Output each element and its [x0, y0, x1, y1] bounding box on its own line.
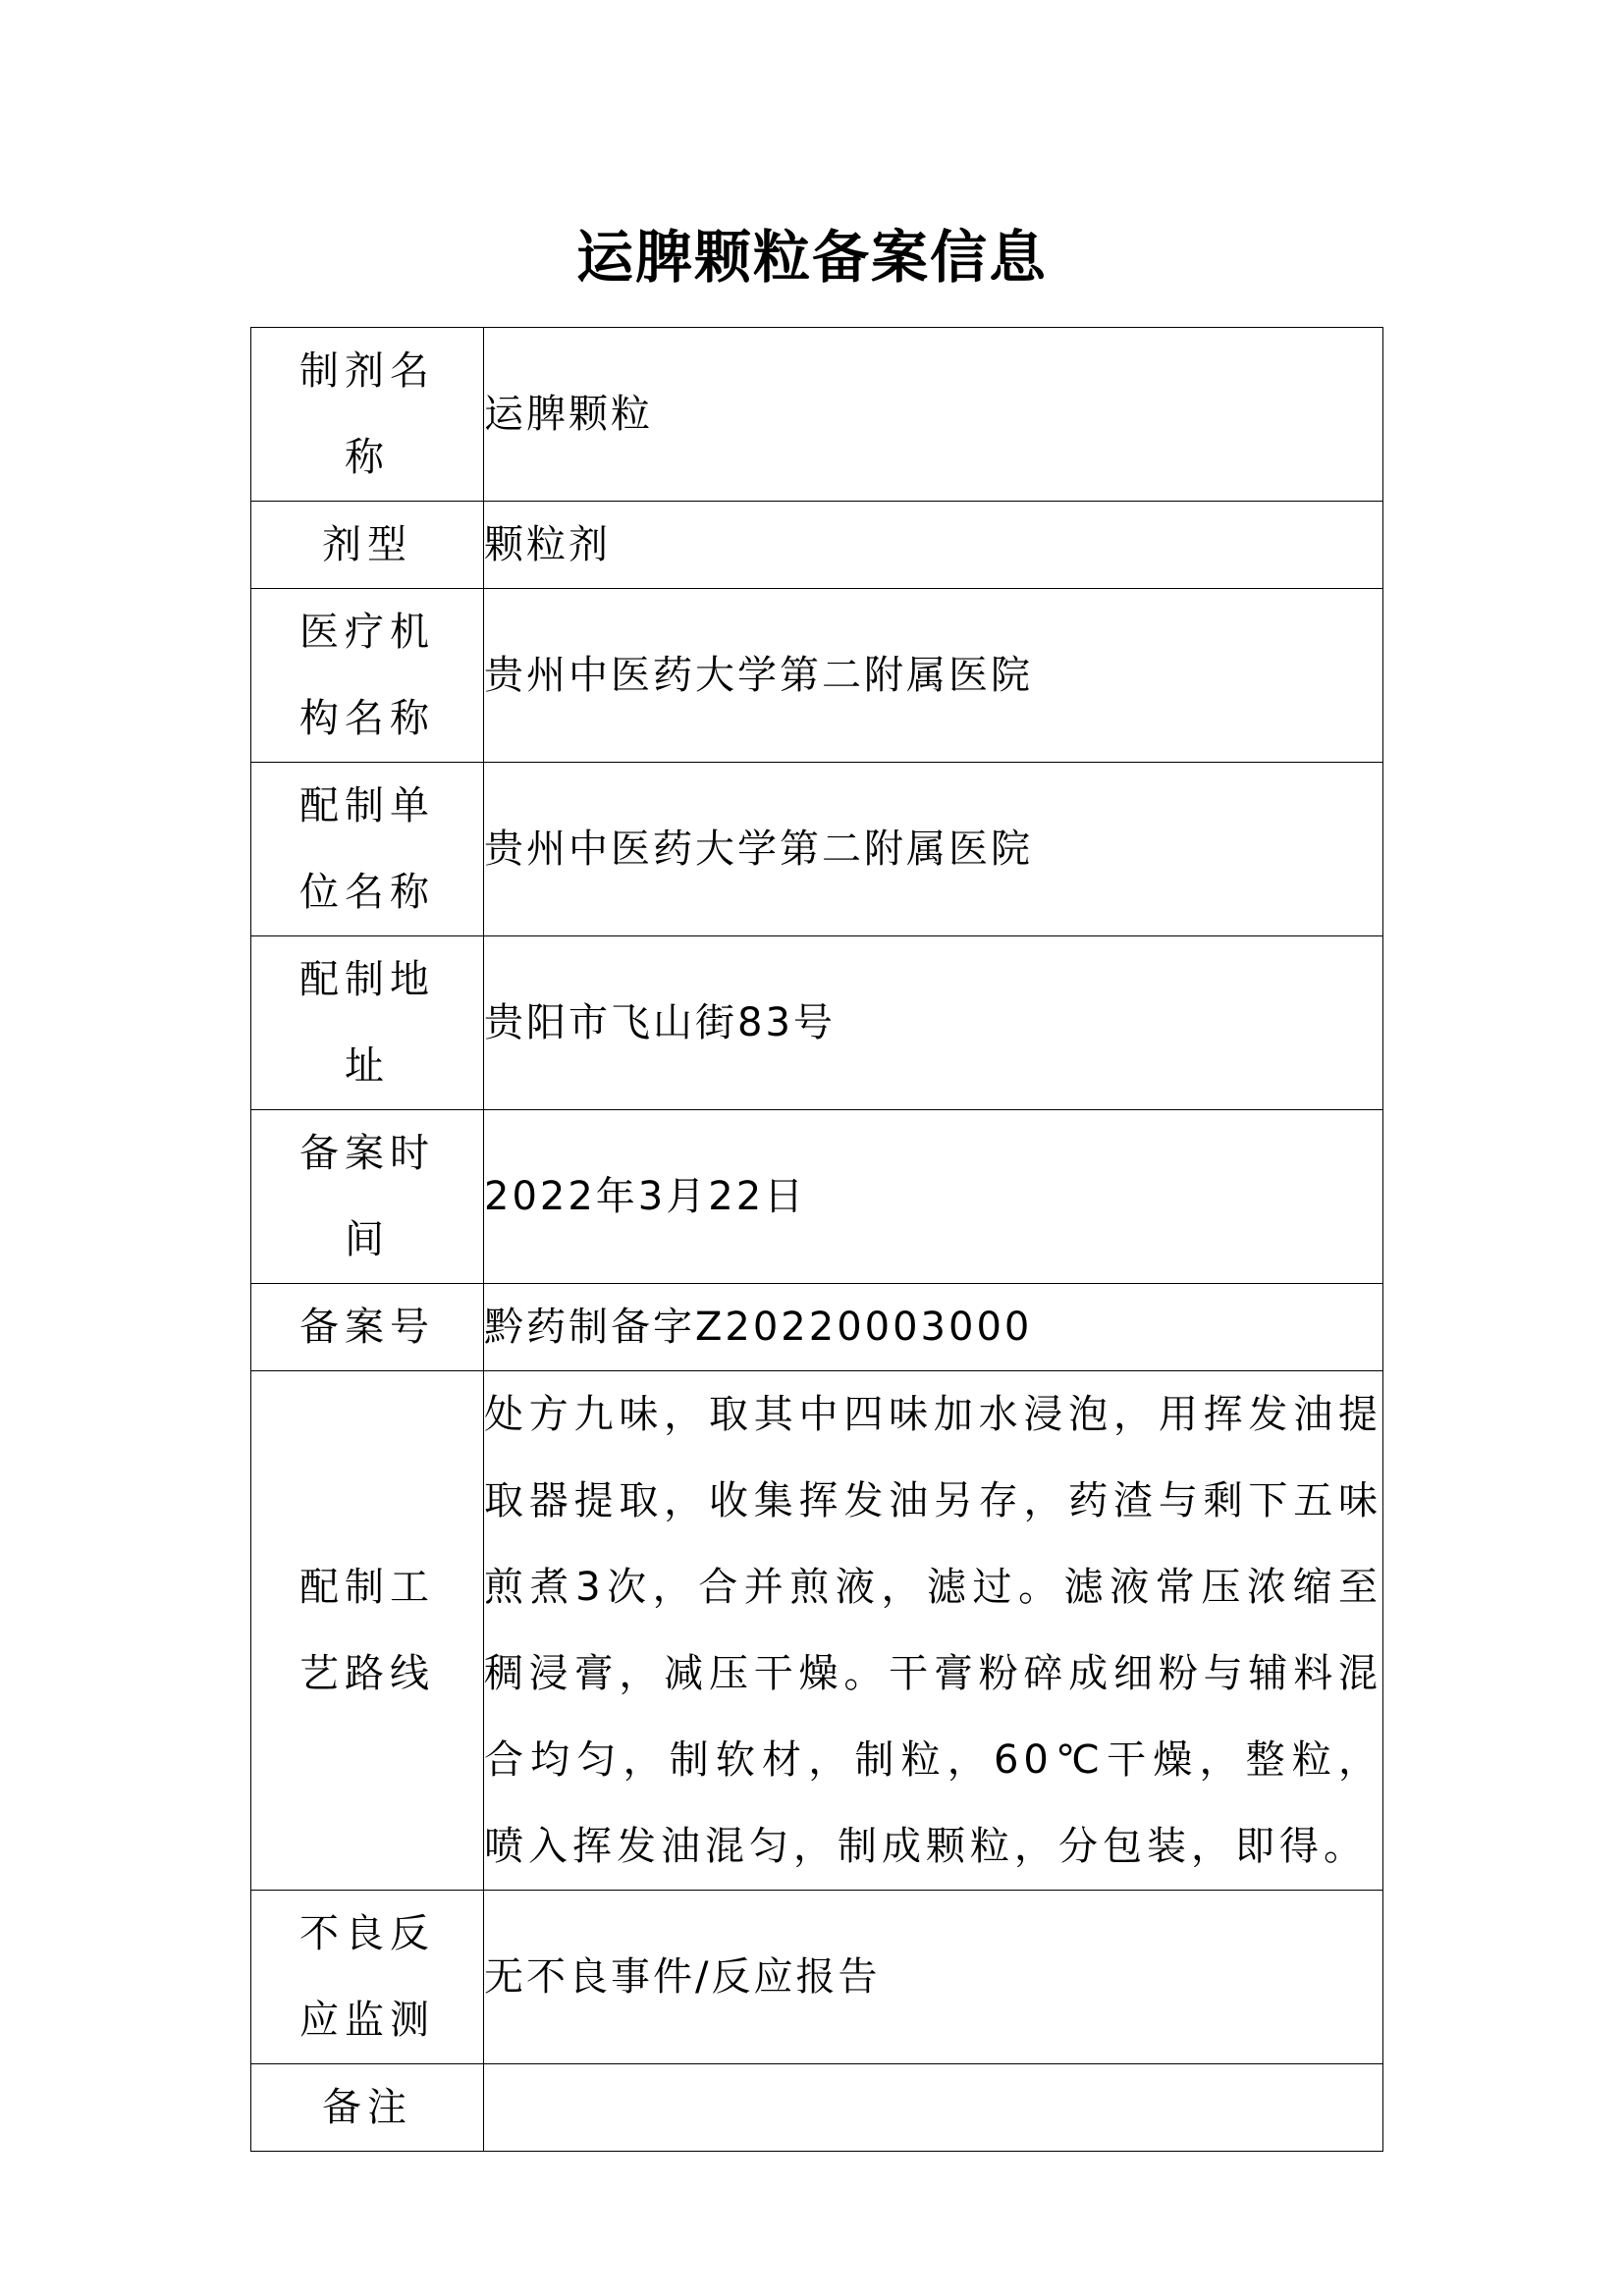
- label-text: 配制工艺路线: [299, 1565, 435, 1696]
- value-filing-number: 黔药制备字Z20220003000: [484, 1284, 1383, 1371]
- table-row: [251, 328, 1383, 502]
- table-row: [251, 936, 1383, 1110]
- table-row: [251, 2064, 1383, 2152]
- value-preparation-name: 运脾颗粒: [484, 328, 1383, 502]
- label-address: [251, 936, 484, 1110]
- label-text: 配制单位名称: [299, 783, 435, 915]
- label-dosage-form: [251, 502, 484, 589]
- label-adverse-reaction: [251, 1891, 484, 2064]
- value-remarks: [484, 2064, 1383, 2152]
- label-text: 配制地址: [299, 957, 435, 1089]
- record-table: [250, 327, 1383, 2152]
- label-text: 制剂名称: [299, 348, 435, 480]
- value-dosage-form: 颗粒剂: [484, 502, 1383, 589]
- value-filing-date: 2022年3月22日: [484, 1110, 1383, 1284]
- table-row: [251, 1110, 1383, 1284]
- table-row: [251, 1284, 1383, 1371]
- value-adverse-reaction: 无不良事件/反应报告: [484, 1891, 1383, 2064]
- label-institution-name: [251, 589, 484, 763]
- value-institution-name: 贵州中医药大学第二附属医院: [484, 589, 1383, 763]
- label-text: 备注: [322, 2085, 412, 2130]
- table-row: [251, 763, 1383, 936]
- table-row: [251, 1371, 1383, 1891]
- label-filing-date: [251, 1110, 484, 1284]
- label-process-route: [251, 1371, 484, 1891]
- table-row: [251, 589, 1383, 763]
- document-title: 运脾颗粒备案信息: [575, 224, 1048, 291]
- value-process-route: 处方九味，取其中四味加水浸泡，用挥发油提取器提取，收集挥发油另存，药渣与剩下五味煎煮3次，合并煎液，滤过。滤液常压浓缩至稠浸膏，减压干燥。干膏粉碎成细粉与辅料混合均匀，制软材，制粒，60℃干燥，整粒，喷入挥发油混匀，制成颗粒，分包装，即得。: [484, 1371, 1383, 1891]
- label-preparer-name: [251, 763, 484, 936]
- value-address: 贵阳市飞山街83号: [484, 936, 1383, 1110]
- label-text: 剂型: [322, 522, 412, 567]
- label-remarks: [251, 2064, 484, 2152]
- label-preparation-name: [251, 328, 484, 502]
- table-row: [251, 502, 1383, 589]
- value-preparer-name: 贵州中医药大学第二附属医院: [484, 763, 1383, 936]
- label-filing-number: [251, 1284, 484, 1371]
- table-row: [251, 1891, 1383, 2064]
- label-text: 不良反应监测: [299, 1911, 435, 2043]
- label-text: 医疗机构名称: [299, 610, 435, 741]
- label-text: 备案号: [299, 1305, 435, 1350]
- label-text: 备案时间: [299, 1131, 435, 1262]
